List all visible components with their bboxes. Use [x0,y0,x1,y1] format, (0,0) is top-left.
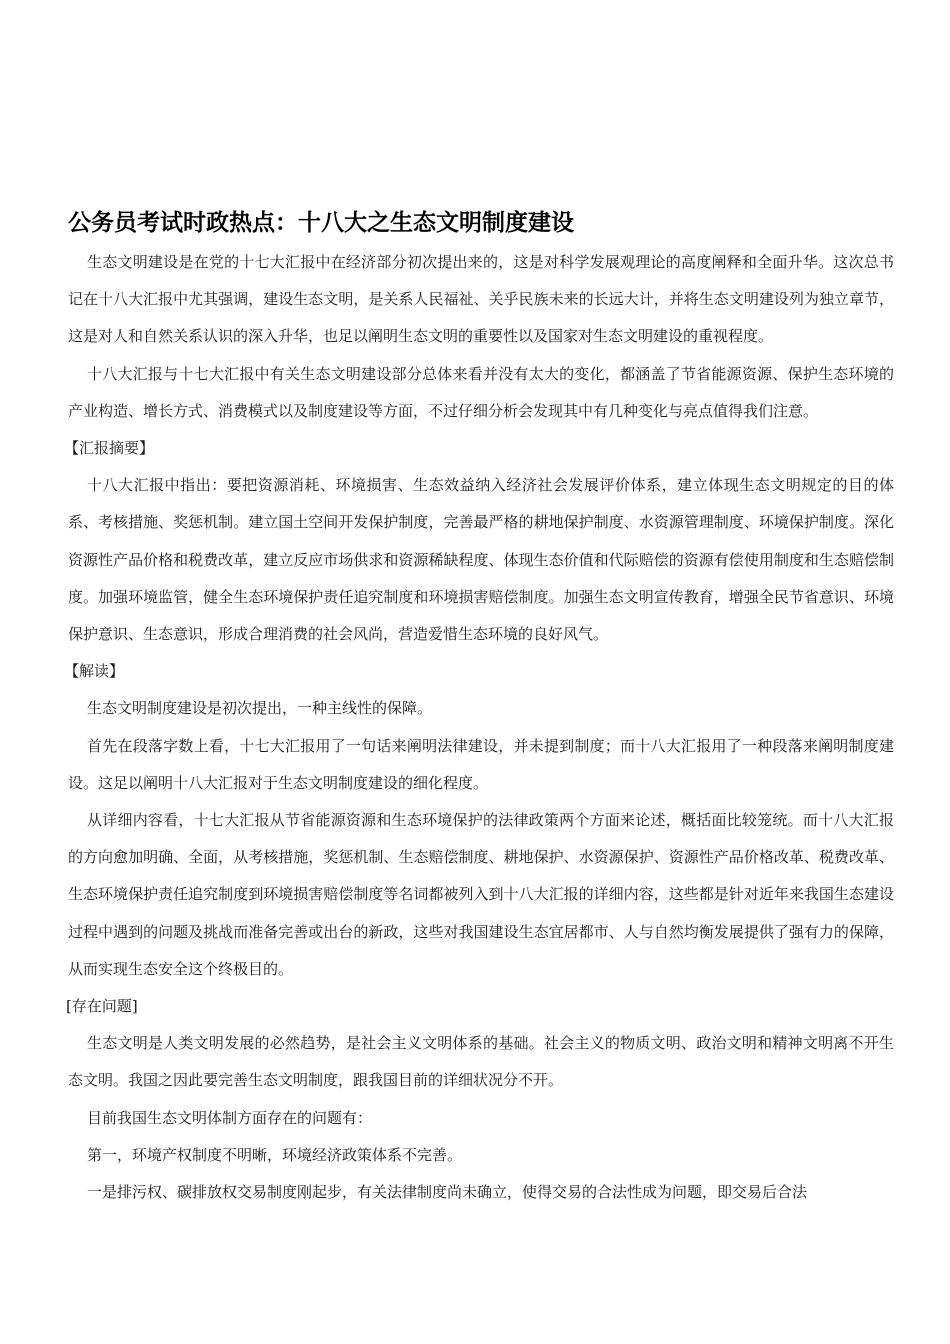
interpretation-paragraph-2: 首先在段落字数上看，十七大汇报用了一句话来阐明法律建设，并未提到制度；而十八大汇报用了一种段落来阐明制度建设。这足以阐明十八大汇报对于生态文明制度建设的细化程度。 [68,736,894,792]
interpretation-paragraph-1: 生态文明制度建设是初次提出，一种主线性的保障。 [87,699,433,718]
section-heading-problems: [存在问题] [66,997,138,1016]
intro-paragraph-1: 生态文明建设是在党的十七大汇报中在经济部分初次提出来的，这是对科学发展观理论的高度阐释和全面升华。这次总书记在十八大汇报中尤其强调，建设生态文明，是关系人民福祉、关乎民族未来的长远大计，并将生态文明建设列为独立章节，这是对人和自然关系认识的深入升华，也足以阐明生态文明的重要性以及国家对生态文明建设的重视程度。 [68,253,894,346]
document-body [64,244,894,1211]
section-heading-interpretation: 【解读】 [64,662,125,681]
problems-paragraph-1: 生态文明是人类文明发展的必然趋势，是社会主义文明体系的基础。社会主义的物质文明、政治文明和精神文明离不开生态文明。我国之因此要完善生态文明制度，跟我国目前的详细状况分不开。 [68,1034,894,1090]
problems-paragraph-3: 第一，环境产权制度不明晰，环境经济政策体系不完善。 [87,1145,463,1164]
document-title: 公务员考试时政热点：十八大之生态文明制度建设 [68,210,574,236]
interpretation-paragraph-3: 从详细内容看，十七大汇报从节省能源资源和生态环境保护的法律政策两个方面来论述，概括面比较笼统。而十八大汇报的方向愈加明确、全面，从考核措施，奖惩机制、生态赔偿制度、耕地保护、水资源保护、资源性产品价格改革、税费改革、生态环境保护责任追究制度到环境损害赔偿制度等名词都被列入到十八大汇报的详细内容，这些都是针对近年来我国生态建设过程中遇到的问题及挑战而准备完善或出台的新政，这些对我国建设生态宜居都市、人与自然均衡发展提供了强有力的保障，从而实现生态安全这个终极目的。 [68,811,894,978]
intro-paragraph-2: 十八大汇报与十七大汇报中有关生态文明建设部分总体来看并没有太大的变化，都涵盖了节省能源资源、保护生态环境的产业构造、增长方式、消费模式以及制度建设等方面，不过仔细分析会发现其中有几种变化与亮点值得我们注意。 [68,364,894,420]
summary-paragraph: 十八大汇报中指出：要把资源消耗、环境损害、生态效益纳入经济社会发展评价体系，建立体现生态文明规定的目的体系、考核措施、奖惩机制。建立国土空间开发保护制度，完善最严格的耕地保护制度、水资源管理制度、环境保护制度。深化资源性产品价格和税费改革，建立反应市场供求和资源稀缺程度、体现生态价值和代际赔偿的资源有偿使用制度和生态赔偿制度。加强环境监管，健全生态环境保护责任追究制度和环境损害赔偿制度。加强生态文明宣传教育，增强全民节省意识、环境保护意识、生态意识，形成合理消费的社会风尚，营造爱惜生态环境的良好风气。 [68,476,894,644]
problems-paragraph-4: 一是排污权、碳排放权交易制度刚起步，有关法律制度尚未确立，使得交易的合法性成为问题，即交易后合法 [87,1183,808,1202]
section-heading-summary: 【汇报摘要】 [64,439,155,458]
problems-paragraph-2: 目前我国生态文明体制方面存在的问题有： [87,1108,373,1127]
